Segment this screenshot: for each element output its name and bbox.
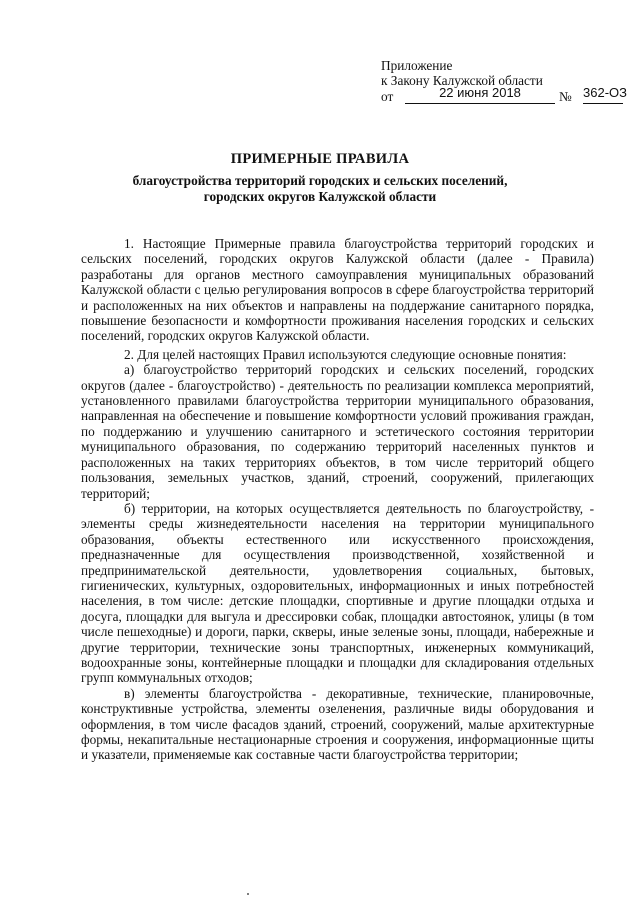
paragraph-2: 2. Для целей настоящих Правил используются следующие основные понятия: [124, 346, 567, 362]
date-number-line [381, 84, 627, 106]
document-subtitle-line-2: городских округов Калужской области [203, 189, 437, 204]
document-body [81, 236, 594, 763]
appendix-label: Приложение [381, 58, 453, 73]
ot-label: от [381, 88, 394, 104]
appendix-block [381, 58, 627, 106]
definition-a: а) благоустройство территорий городских и сельских поселений, городских округов (далее - благоустройство) - деятельность по реализации комплекса мероприятий, установленного правилами благоустройства территории муниципального образования, направленная на обеспечение и повышение комфортности условий проживания граждан, по поддержанию и улучшению санитарного и эстетического состояния территории муниципального образования, по содержанию территорий населенных пунктов и расположенных на таких территориях объектов, в том числе территорий общего пользования, земельных участков, зданий, строений, сооружений, прилегающих территорий; [81, 362, 594, 501]
paragraph-1: 1. Настоящие Примерные правила благоустройства территорий городских и сельских поселений, городских округов Калужской области (далее - Правила) разработаны для органов местного самоуправления муниципальных образований Калужской области с целью регулирования вопросов в сфере благоустройства территорий и расположенных на них объектов и направлены на поддержание санитарного порядка, повышение безопасности и комфортности проживания населения городских и сельских поселений, городских округов Калужской области. [81, 236, 594, 344]
law-number: 362-ОЗ [583, 85, 623, 104]
number-sign: № [559, 88, 572, 104]
law-reference: к Закону Калужской области [381, 73, 543, 89]
document-subtitle-line-1: благоустройства территорий городских и сельских поселений, [132, 173, 508, 188]
law-date: 22 июня 2018 [405, 85, 555, 104]
definition-v: в) элементы благоустройства - декоративные, технические, планировочные, конструктивные устройства, элементы озеленения, различные виды оборудования и оформления, в том числе фасадов зданий, строений, сооружений, малые архитектурные формы, некапитальные нестационарные строения и сооружения, информационные щиты и указатели, применяемые как составные части благоустройства территории; [81, 685, 594, 763]
document-title: ПРИМЕРНЫЕ ПРАВИЛА [230, 151, 410, 167]
definition-b: б) территории, на которых осуществляется деятельность по благоустройству, - элементы среды жизнедеятельности населения на территории муниципального образования, объекты естественного или искусственного происхождения, предназначенные для осуществления производственной, хозяйственной и предпринимательской деятельности, удовлетворения социальных, бытовых, гигиенических, культурных, оздоровительных, информационных и иных потребностей населения, в том числе: детские площадки, спортивные и другие площадки отдыха и досуга, площадки для выгула и дрессировки собак, площадки автостоянок, улицы (в том числе пешеходные) и дороги, парки, скверы, иные зеленые зоны, площади, набережные и другие территории, технические зоны транспортных, инженерных коммуникаций, водоохранные зоны, контейнерные площадки и площадки для складирования отдельных групп коммунальных отходов; [81, 500, 594, 686]
scan-speck [247, 893, 249, 895]
